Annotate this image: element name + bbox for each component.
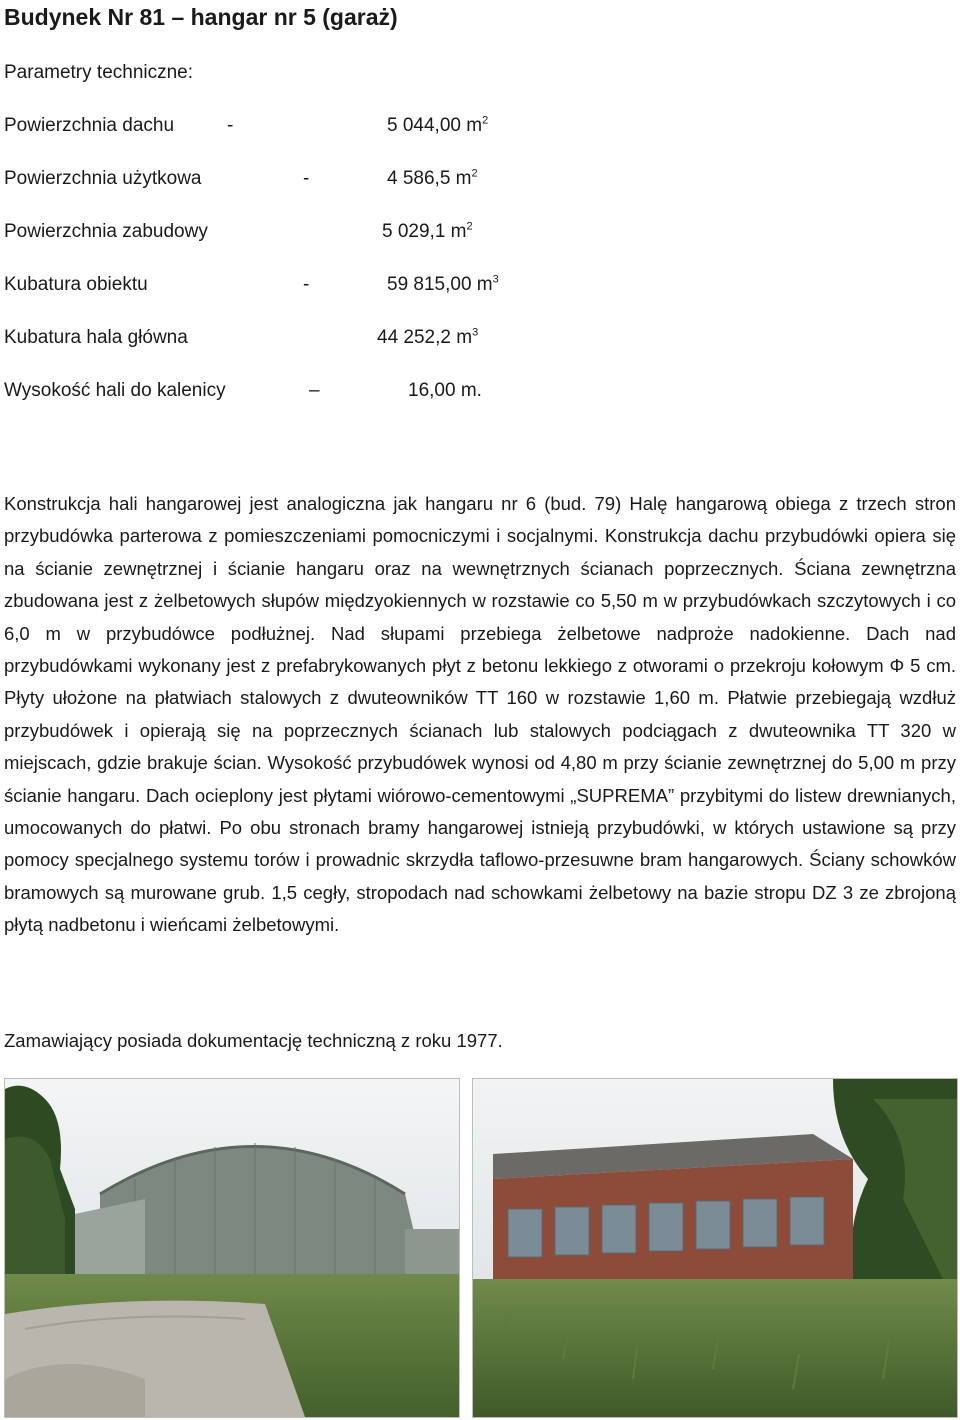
param-label: Kubatura obiektu [4,274,148,295]
params-heading: Parametry techniczne: [4,62,194,83]
hangar-photo [4,1078,460,1418]
param-value: 4 586,5 $m^2$ [387,167,478,189]
brick-building-photo [472,1078,958,1418]
param-value: 59 815,00 $m^3$ [387,273,499,295]
param-value: 5 029,1 $m^2$ [382,220,473,242]
param-label: Kubatura hala główna [4,327,188,348]
param-dash: – [309,380,320,401]
param-unit-exponent: 2 [482,114,489,127]
description-paragraph: Konstrukcja hali hangarowej jest analogiczna jak hangaru nr 6 (bud. 79) Halę hangarową obiega z trzech stron przybudówka parterowa z pomieszczeniami pomocniczymi i socjalnymi. Konstrukcja dachu przybudówki opiera się na ścianie zewnętrznej i ścianie hangaru oraz na wewnętrznych ścianach poprzecznych. Ściana zewnętrzna zbudowana jest z żelbetowych słupów międzyokiennych w rozstawie co 5,50 m w przybudówkach szczytowych i co 6,0 m w przybudówce podłużnej. Nad słupami przebiega żelbetowe nadproże nadokienne. Dach nad przybudówkami wykonany jest z prefabrykowanych płyt z betonu lekkiego z otworami o przekroju kołowym Φ 5 cm. Płyty ułożone na płatwiach stalowych z dwuteowników TT 160 w rozstawie 1,60 m. Płatwie przebiegają wzdłuż przybudówek i opierają się na poprzecznych ścianach lub stalowych podciągach z dwuteownika TT 320 w miejscach, gdzie brakuje ścian. Wysokość przybudówek wynosi od 4,80 m przy ścianie zewnętrznej do 5,00 m przy ścianie hangaru. Dach ocieplony jest płytami wiórowo-cementowymi „SUPREMA” przybitymi do listew drewnianych, umocowanych do płatwi. Po obu stronach bramy hangarowej istnieją przybudówki, w których ustawione są przy pomocy specjalnego systemu torów i prowadnic skrzydła taflowo-przesuwne bram hangarowych. Ściany schowków bramowych są murowane grub. 1,5 cegły, stropodach nad schowkami żelbetowy na bazie stropu DZ 3 ze zbrojoną płytą nadbetonu i wieńcami żelbetowymi. [4,493,956,936]
param-row [4,327,704,353]
param-label: Powierzchnia użytkowa [4,168,202,189]
closing-note: Zamawiający posiada dokumentację techniczną z roku 1977. [4,1030,503,1051]
param-unit-exponent: 3 [492,273,499,286]
param-value: 5 044,00 $m^2$ [387,114,489,136]
param-row [4,115,704,141]
param-row [4,168,704,194]
param-dash: - [303,274,310,295]
param-unit-exponent: 2 [471,167,478,180]
param-row [4,380,704,406]
param-label: Powierzchnia dachu [4,115,175,136]
param-label: Wysokość hali do kalenicy [4,380,226,401]
param-value: 44 252,2 $m^3$ [377,326,479,348]
param-dash: - [303,168,310,189]
param-label: Powierzchnia zabudowy [4,221,208,242]
param-row [4,221,704,247]
param-unit-exponent: 2 [466,220,473,233]
page-title: Budynek Nr 81 – hangar nr 5 (garaż) [4,4,398,30]
param-dash: - [227,115,234,136]
param-value: 16,00 m. [408,380,482,401]
param-unit-exponent: 3 [472,326,479,339]
param-row [4,274,704,300]
